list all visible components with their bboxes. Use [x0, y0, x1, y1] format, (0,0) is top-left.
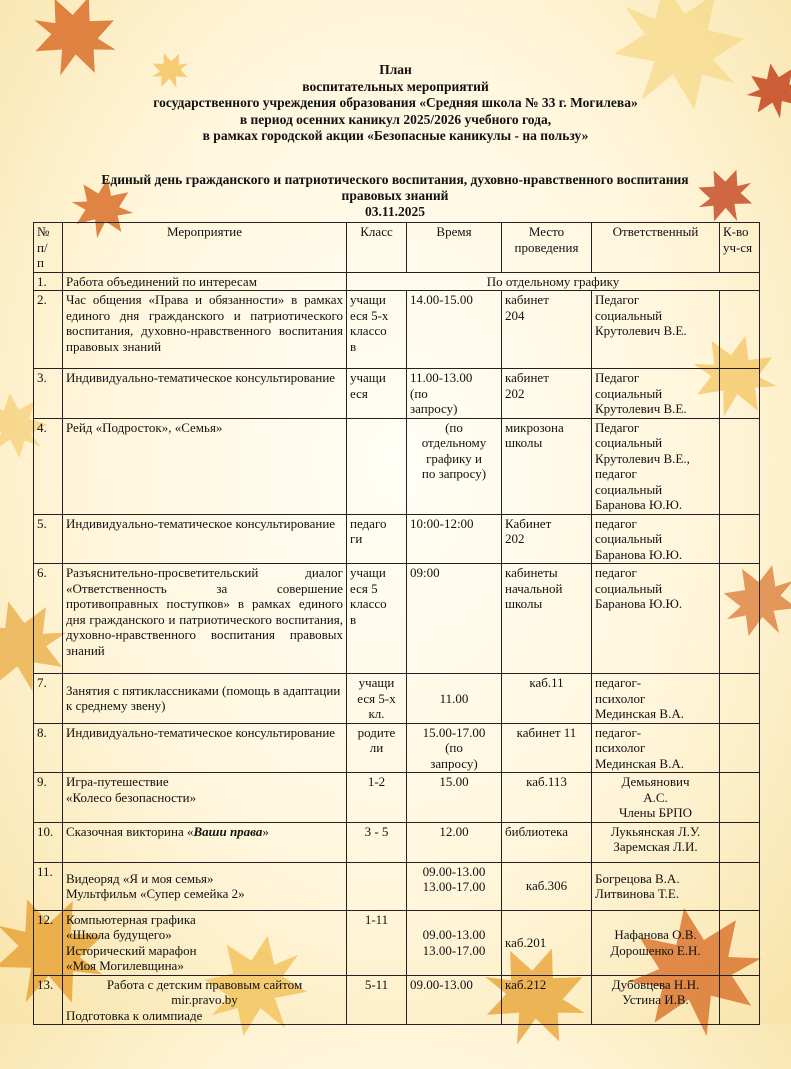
table-row [34, 975, 760, 1025]
event-line: Подготовка к олимпиаде [66, 1007, 203, 1023]
cell-time: 15.00 [407, 773, 502, 823]
cell-time: 09.00-13.00 [407, 975, 502, 1025]
table-header-row [34, 223, 760, 273]
cell-class: учащи еся 5-х кл. [347, 674, 407, 724]
cell-num: 13. [34, 975, 63, 1025]
cell-num: 6. [34, 564, 63, 674]
cell-count [720, 564, 760, 674]
table-row [34, 291, 760, 369]
cell-num: 2. [34, 291, 63, 369]
cell-place: каб.212 [502, 975, 592, 1025]
events-table [33, 222, 760, 1025]
table-row [34, 272, 760, 291]
cell-class [347, 418, 407, 514]
cell-responsible: педагог социальный Баранова Ю.Ю. [592, 514, 720, 564]
cell-event: Рейд «Подросток», «Семья» [63, 418, 347, 514]
event-emphasis: Ваши права [193, 823, 263, 839]
cell-count [720, 723, 760, 773]
document-header [0, 62, 791, 145]
cell-responsible: Педагог социальный Крутолевич В.Е. [592, 291, 720, 369]
cell-event: Разъяснительно-просветительский диалог «Ответственность за совершение противоправных поступков» в рамках единого дня гражданского и патриотического воспитания, духовно-нравственного воспитания правовых знаний [63, 564, 347, 674]
cell-class: родите ли [347, 723, 407, 773]
cell-class: учащи еся [347, 369, 407, 419]
cell-class: учащи еся 5-х классо в [347, 291, 407, 369]
cell-time: 12.00 [407, 822, 502, 862]
table-row [34, 773, 760, 823]
header-title: План [379, 62, 412, 77]
cell-num: 9. [34, 773, 63, 823]
cell-num: 3. [34, 369, 63, 419]
cell-responsible: Нафанова О.В. Дорошенко Е.Н. [592, 910, 720, 975]
table-row [34, 674, 760, 724]
cell-count [720, 910, 760, 975]
cell-num: 8. [34, 723, 63, 773]
cell-class: 5-11 [347, 975, 407, 1025]
column-header-count: К-во уч-ся [720, 223, 760, 273]
cell-merged-schedule: По отдельному графику [347, 272, 760, 291]
subheader-line: правовых знаний [341, 188, 449, 203]
cell-responsible: Педагог социальный Крутолевич В.Е. [592, 369, 720, 419]
table-row [34, 723, 760, 773]
cell-event: Занятия с пятиклассниками (помощь в адаптации к среднему звену) [63, 674, 347, 724]
cell-place: кабинет 202 [502, 369, 592, 419]
table-row [34, 862, 760, 910]
cell-num: 7. [34, 674, 63, 724]
column-header-event: Мероприятие [63, 223, 347, 273]
document-subheader [30, 172, 760, 220]
cell-class [347, 862, 407, 910]
header-line: государственного учреждения образования «Средняя школа № 33 г. Могилева» [153, 95, 638, 110]
cell-responsible: Лукьянская Л.У. Заремская Л.И. [592, 822, 720, 862]
cell-num: 12. [34, 910, 63, 975]
cell-class: 1-2 [347, 773, 407, 823]
cell-responsible: Демьянович А.С. Члены БРПО [592, 773, 720, 823]
column-header-responsible: Ответственный [592, 223, 720, 273]
cell-num: 5. [34, 514, 63, 564]
cell-responsible: педагог- психолог Мединская В.А. [592, 674, 720, 724]
cell-time: 09.00-13.00 13.00-17.00 [407, 910, 502, 975]
cell-count [720, 862, 760, 910]
cell-class: 1-11 [347, 910, 407, 975]
cell-place: Кабинет 202 [502, 514, 592, 564]
cell-place: библиотека [502, 822, 592, 862]
cell-class: 3 - 5 [347, 822, 407, 862]
cell-count [720, 418, 760, 514]
cell-responsible: Дубовцева Н.Н. Устина И.В. [592, 975, 720, 1025]
cell-event: Работа объединений по интересам [63, 272, 347, 291]
table-row [34, 822, 760, 862]
table-row [34, 564, 760, 674]
cell-event: Индивидуально-тематическое консультирование [63, 369, 347, 419]
event-line: Работа с детским правовым сайтом [106, 976, 303, 992]
event-text: Сказочная викторина « [66, 823, 194, 839]
cell-class: педаго ги [347, 514, 407, 564]
cell-place: каб.11 [502, 674, 592, 724]
cell-responsible: Богрецова В.А. Литвинова Т.Е. [592, 862, 720, 910]
header-line: в период осенних каникул 2025/2026 учебного года, [239, 111, 552, 127]
cell-responsible: педагог- психолог Мединская В.А. [592, 723, 720, 773]
column-header-class: Класс [347, 223, 407, 273]
cell-num: 11. [34, 862, 63, 910]
cell-event [63, 822, 347, 862]
cell-event [63, 975, 347, 1025]
table-row [34, 910, 760, 975]
cell-time: 09.00-13.00 13.00-17.00 [407, 862, 502, 910]
cell-event: Видеоряд «Я и моя семья» Мультфильм «Супер семейка 2» [63, 862, 347, 910]
cell-count [720, 291, 760, 369]
cell-count [720, 514, 760, 564]
table-row [34, 418, 760, 514]
cell-time: (по отдельному графику и по запросу) [407, 418, 502, 514]
cell-place: кабинеты начальной школы [502, 564, 592, 674]
cell-place: кабинет 204 [502, 291, 592, 369]
column-header-place: Место проведения [502, 223, 592, 273]
cell-time: 15.00-17.00 (по запросу) [407, 723, 502, 773]
table-row [34, 514, 760, 564]
cell-time: 14.00-15.00 [407, 291, 502, 369]
cell-responsible: Педагог социальный Крутолевич В.Е., педагог социальный Баранова Ю.Ю. [592, 418, 720, 514]
cell-count [720, 674, 760, 724]
cell-responsible: педагог социальный Баранова Ю.Ю. [592, 564, 720, 674]
column-header-num: № п/ п [34, 223, 63, 273]
cell-place: каб.201 [502, 910, 592, 975]
cell-time: 11.00-13.00 (по запросу) [407, 369, 502, 419]
cell-time: 10:00-12:00 [407, 514, 502, 564]
cell-place: микрозона школы [502, 418, 592, 514]
cell-count [720, 822, 760, 862]
table-row [34, 369, 760, 419]
subheader-line: Единый день гражданского и патриотического воспитания, духовно-нравственного воспитания [101, 172, 689, 187]
cell-num: 4. [34, 418, 63, 514]
cell-count [720, 975, 760, 1025]
column-header-time: Время [407, 223, 502, 273]
subheader-date: 03.11.2025 [364, 204, 425, 219]
event-link: mir.pravo.by [171, 992, 238, 1007]
cell-place: каб.113 [502, 773, 592, 823]
cell-event: Компьютерная графика «Школа будущего» Исторический марафон «Моя Могилевщина» [63, 910, 347, 975]
header-line: в рамках городской акции «Безопасные каникулы - на пользу» [202, 128, 589, 143]
event-text: » [262, 823, 269, 839]
cell-event: Индивидуально-тематическое консультирование [63, 723, 347, 773]
cell-time: 11.00 [407, 674, 502, 724]
cell-time: 09:00 [407, 564, 502, 674]
cell-count [720, 773, 760, 823]
cell-event: Игра-путешествие «Колесо безопасности» [63, 773, 347, 823]
cell-num: 1. [34, 272, 63, 291]
cell-place: кабинет 11 [502, 723, 592, 773]
cell-event: Час общения «Права и обязанности» в рамках единого дня гражданского и патриотического воспитания, духовно-нравственного воспитания правовых знаний [63, 291, 347, 369]
cell-class: учащи еся 5 классо в [347, 564, 407, 674]
cell-event: Индивидуально-тематическое консультирование [63, 514, 347, 564]
cell-num: 10. [34, 822, 63, 862]
cell-count [720, 369, 760, 419]
header-line: воспитательных мероприятий [302, 78, 489, 94]
cell-place: каб.306 [502, 862, 592, 910]
